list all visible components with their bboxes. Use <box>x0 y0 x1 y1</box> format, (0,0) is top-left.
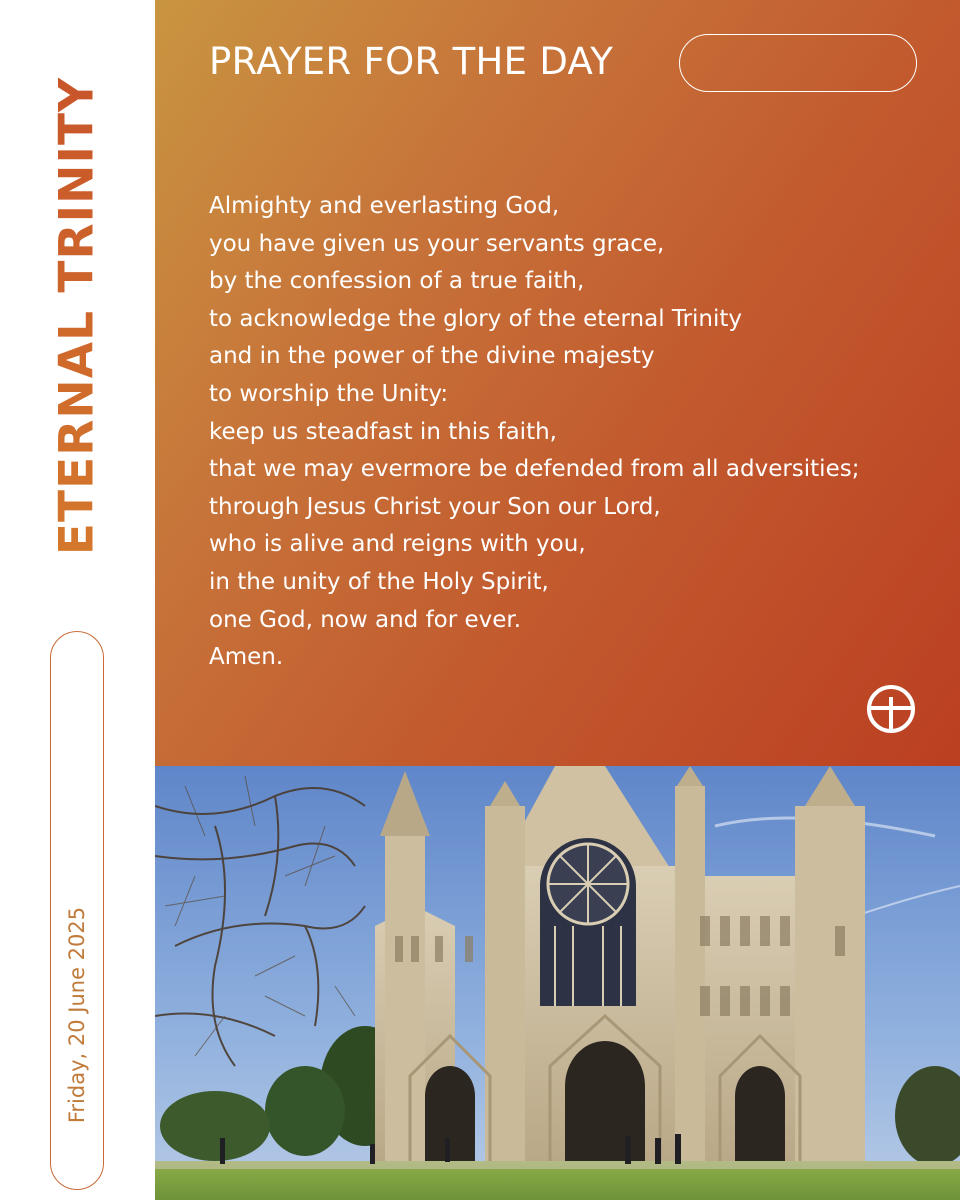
side-title: ETERNAL TRINITY <box>49 76 105 556</box>
cathedral-photo <box>155 766 960 1200</box>
prayer-line: one God, now and for ever. <box>209 606 522 633</box>
prayer-line: who is alive and reigns with you, <box>209 531 586 558</box>
cathedral-illustration <box>155 766 960 1200</box>
sidebar <box>0 0 155 1200</box>
date-label: Friday, 20 June 2025 <box>65 906 89 1124</box>
prayer-line: Amen. <box>209 644 284 671</box>
prayer-line: to acknowledge the glory of the eternal Trinity <box>209 305 743 332</box>
decorative-pill <box>679 34 917 92</box>
prayer-line: keep us steadfast in this faith, <box>209 418 557 445</box>
prayer-line: you have given us your servants grace, <box>209 230 665 257</box>
prayer-panel <box>155 0 960 766</box>
prayer-text <box>209 188 859 677</box>
prayer-line: that we may evermore be defended from all adversities; <box>209 456 860 483</box>
prayer-line: Almighty and everlasting God, <box>209 193 560 219</box>
prayer-line: to worship the Unity: <box>209 380 449 407</box>
church-of-england-logo-icon <box>863 681 919 737</box>
prayer-line: in the unity of the Holy Spirit, <box>209 568 549 595</box>
prayer-line: by the confession of a true faith, <box>209 268 585 295</box>
prayer-line: and in the power of the divine majesty <box>209 343 655 370</box>
prayer-line: through Jesus Christ your Son our Lord, <box>209 493 661 520</box>
page-title: PRAYER FOR THE DAY <box>209 40 614 83</box>
